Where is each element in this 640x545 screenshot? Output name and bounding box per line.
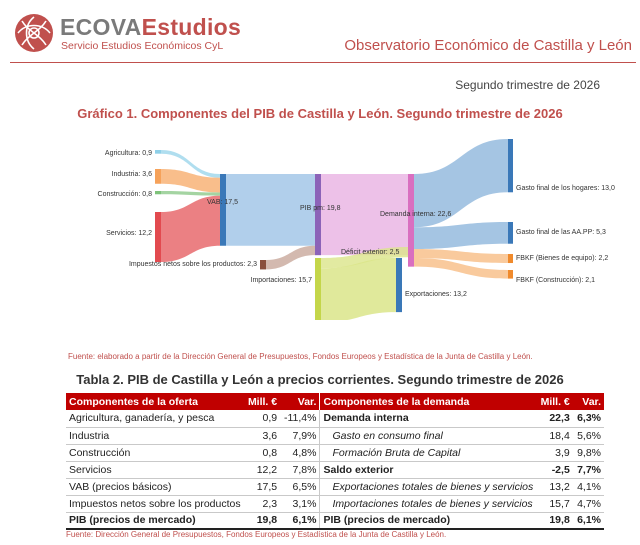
table-source: Fuente: Dirección General de Presupuestos, Fondos Europeos y Estadística de la Junta de Castilla y León. [66, 530, 447, 539]
sankey-label-importaciones: Importaciones: 15,7 [250, 277, 312, 284]
sankey-label-fbkf_con: FBKF (Construcción): 2,1 [516, 277, 595, 284]
demand-var: 6,3% [573, 410, 604, 427]
supply-value: 17,5 [244, 478, 281, 495]
sankey-node-def [408, 247, 414, 257]
table-row [66, 444, 604, 461]
demand-component: Exportaciones totales de bienes y servicios [320, 478, 536, 495]
sankey-label-exportaciones: Exportaciones: 13,2 [405, 291, 467, 298]
sankey-label-vab: VAB: 17,5 [207, 199, 239, 206]
sankey-label-pib: PIB pm: 19,8 [300, 205, 341, 212]
supply-var: 4,8% [280, 444, 320, 461]
header-divider [10, 62, 636, 63]
supply-value: 19,8 [244, 512, 281, 529]
supply-component: Construcción [66, 444, 244, 461]
sankey-node-importaciones [315, 258, 321, 320]
demand-value: 13,2 [536, 478, 573, 495]
sankey-label-aapp: Gasto final de las AA.PP: 5,3 [516, 229, 606, 236]
table-row [66, 461, 604, 478]
sankey-flow-imp_net-pib [266, 246, 315, 270]
sankey-node-serv [155, 212, 161, 262]
sankey-node-ind [155, 169, 161, 184]
sankey-node-pib [315, 174, 321, 255]
demand-component: Demanda interna [320, 410, 536, 427]
brand-subtitle: Servicio Estudios Económicos CyL [61, 40, 224, 52]
supply-value: 3,6 [244, 427, 281, 444]
demand-component: Gasto en consumo final [320, 427, 536, 444]
sankey-node-vab [220, 174, 226, 246]
chart-title: Gráfico 1. Componentes del PIB de Castilla y León. Segundo trimestre de 2026 [77, 106, 563, 121]
sankey-label-hog: Gasto final de los hogares: 13,0 [516, 185, 615, 192]
supply-component: Impuestos netos sobre los productos [66, 495, 244, 512]
table-total-row [66, 512, 604, 529]
supply-var: 7,9% [280, 427, 320, 444]
observatory-title: Observatorio Económico de Castilla y León [344, 37, 632, 54]
demand-value: 3,9 [536, 444, 573, 461]
demand-component: Formación Bruta de Capital [320, 444, 536, 461]
demand-value: 15,7 [536, 495, 573, 512]
demand-value: 18,4 [536, 427, 573, 444]
demand-value: 19,8 [536, 512, 573, 529]
col-header-demand-value: Mill. € [536, 393, 573, 410]
supply-component: Industria [66, 427, 244, 444]
supply-component: VAB (precios básicos) [66, 478, 244, 495]
sankey-node-fbkf_eq [508, 254, 513, 263]
col-header-supply-var: Var. [280, 393, 320, 410]
supply-component: Servicios [66, 461, 244, 478]
col-header-demand-var: Var. [573, 393, 604, 410]
supply-var: 6,5% [280, 478, 320, 495]
supply-value: 2,3 [244, 495, 281, 512]
demand-var: 7,7% [573, 461, 604, 478]
sankey-node-fbkf_con [508, 270, 513, 279]
demand-value: 22,3 [536, 410, 573, 427]
table-row [66, 478, 604, 495]
demand-component: Saldo exterior [320, 461, 536, 478]
brand-name-part1: ECOVA [60, 14, 142, 40]
sankey-label-dem: Demanda interna: 22,6 [380, 211, 452, 218]
col-header-demand: Componentes de la demanda [320, 393, 536, 410]
pib-sankey-chart [60, 130, 620, 320]
sankey-label-serv: Servicios: 12,2 [106, 230, 152, 237]
table-row [66, 495, 604, 512]
demand-var: 9,8% [573, 444, 604, 461]
chart-source: Fuente: elaborado a partir de la Dirección General de Presupuestos, Fondos Europeos y Estadística de la Junta de Castilla y León. [68, 352, 533, 361]
sankey-node-cons [155, 191, 161, 194]
demand-var: 4,7% [573, 495, 604, 512]
supply-value: 12,2 [244, 461, 281, 478]
demand-component: PIB (precios de mercado) [320, 512, 536, 529]
supply-component: Agricultura, ganadería, y pesca [66, 410, 244, 427]
sankey-node-agri [155, 150, 161, 154]
supply-var: 3,1% [280, 495, 320, 512]
supply-component: PIB (precios de mercado) [66, 512, 244, 529]
table-row [66, 410, 604, 427]
sankey-node-aapp [508, 222, 513, 244]
report-header [0, 0, 640, 66]
report-period: Segundo trimestre de 2026 [455, 78, 600, 92]
sankey-label-agri: Agricultura: 0,9 [104, 150, 152, 157]
sankey-label-ind: Industria: 3,6 [111, 171, 152, 178]
ecova-logo-icon [14, 13, 54, 53]
col-header-supply-value: Mill. € [244, 393, 281, 410]
demand-var: 5,6% [573, 427, 604, 444]
sankey-node-exportaciones [396, 258, 402, 312]
sankey-label-cons: Construcción: 0,8 [97, 191, 152, 198]
sankey-node-imp_net [260, 260, 266, 269]
sankey-label-def: Déficit exterior: 2,5 [341, 249, 400, 256]
table-header-row [66, 393, 604, 410]
supply-value: 0,9 [244, 410, 281, 427]
sankey-node-hog [508, 139, 513, 192]
supply-var: 6,1% [280, 512, 320, 529]
supply-value: 0,8 [244, 444, 281, 461]
sankey-label-imp_net: Impuestos netos sobre los productos: 2,3 [128, 261, 257, 268]
brand-name-part2: Estudios [141, 14, 242, 40]
table-row [66, 427, 604, 444]
demand-var: 4,1% [573, 478, 604, 495]
supply-var: -11,4% [280, 410, 320, 427]
pib-table [66, 393, 604, 530]
demand-component: Importaciones totales de bienes y servicios [320, 495, 536, 512]
supply-var: 7,8% [280, 461, 320, 478]
table-title: Tabla 2. PIB de Castilla y León a precios corrientes. Segundo trimestre de 2026 [76, 372, 564, 387]
sankey-label-fbkf_eq: FBKF (Bienes de equipo): 2,2 [516, 255, 609, 262]
sankey-flow-ind-vab [161, 169, 220, 192]
col-header-supply: Componentes de la oferta [66, 393, 244, 410]
demand-var: 6,1% [573, 512, 604, 529]
demand-value: -2,5 [536, 461, 573, 478]
brand-name [60, 14, 241, 41]
